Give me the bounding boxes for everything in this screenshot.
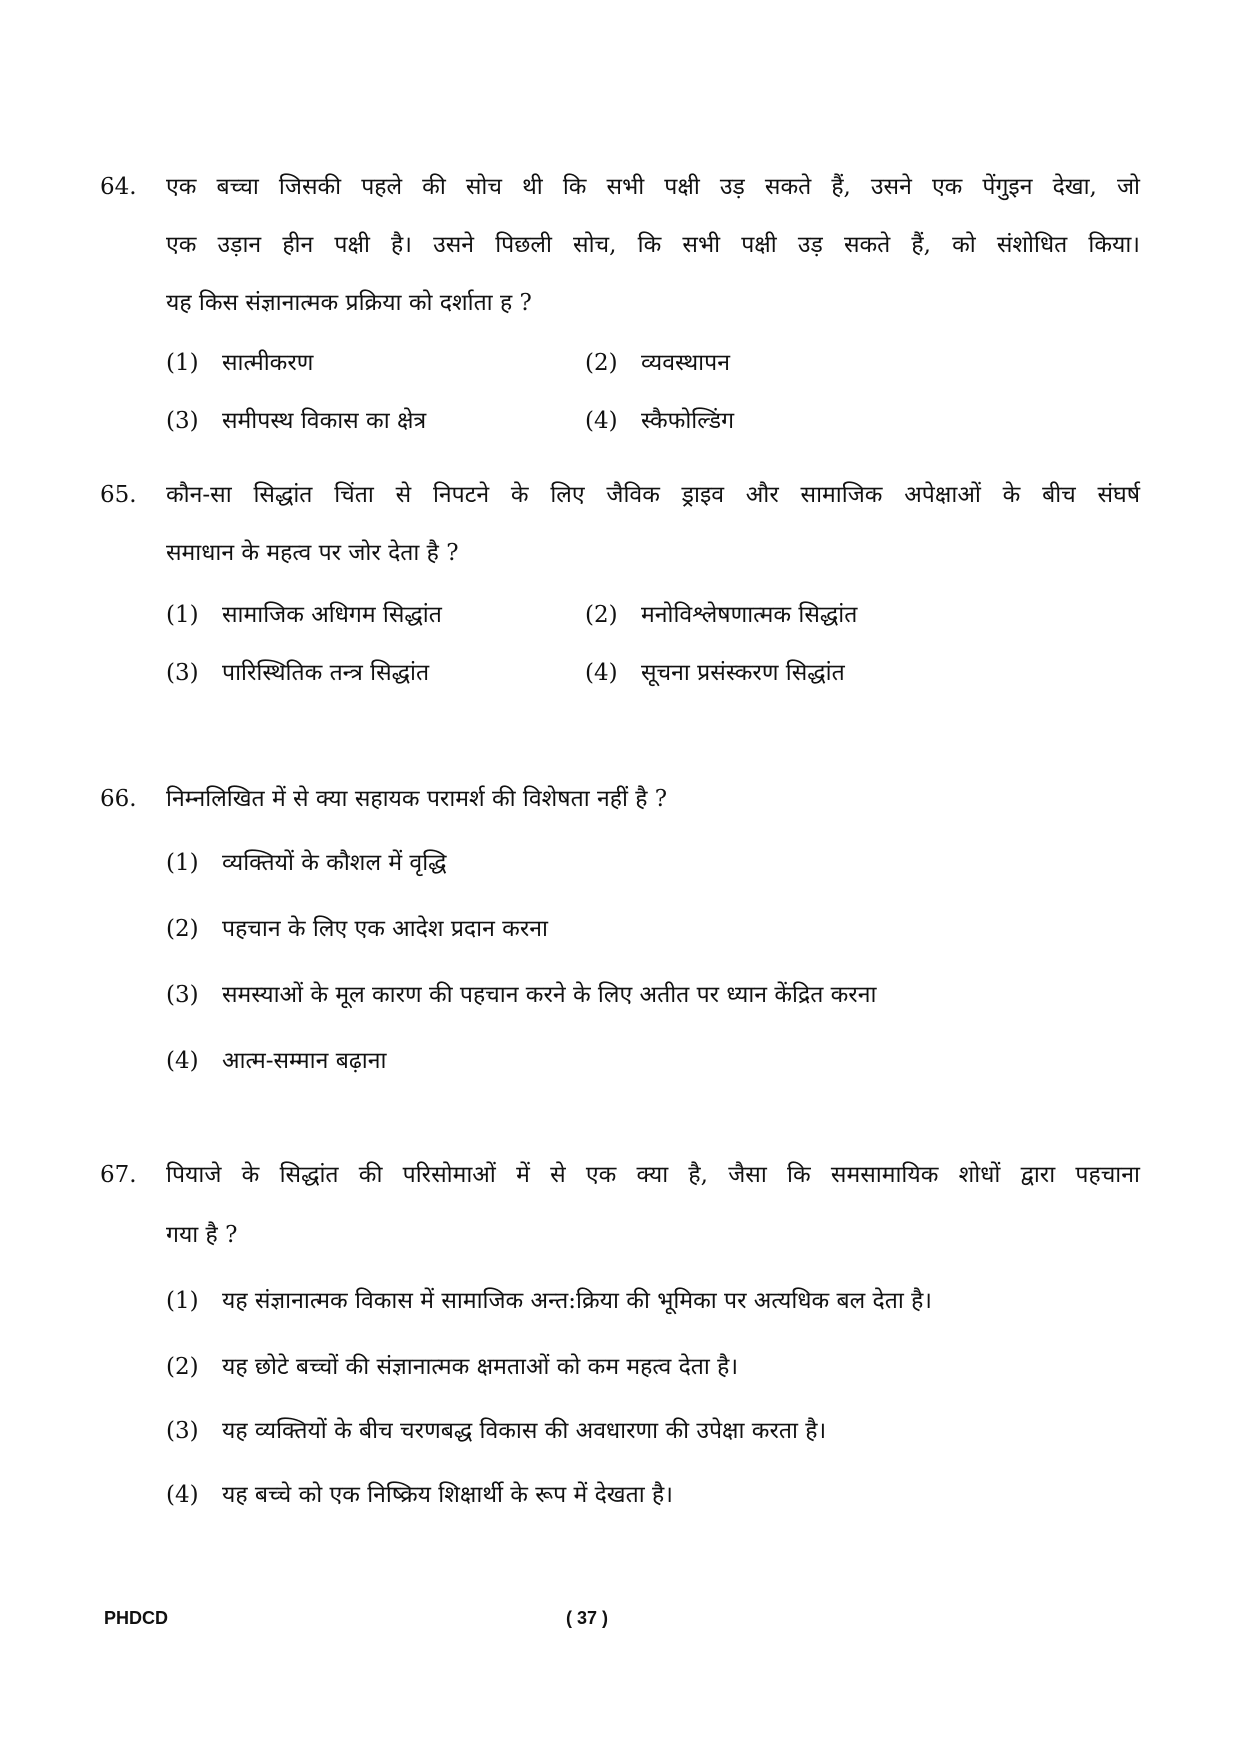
option-number: (1) <box>166 350 199 376</box>
option-1 <box>166 348 313 378</box>
option-4 <box>166 1480 673 1510</box>
question-text-line: एक बच्चा जिसकी पहले की सोच थी कि सभी पक्षी उड़ सकते हैं, उसने एक पेंगुइन देखा, जो <box>166 174 1140 200</box>
option-1 <box>166 848 447 878</box>
question-number: 67. <box>100 1162 137 1188</box>
option-number: (3) <box>166 408 199 434</box>
option-number: (3) <box>166 1418 199 1444</box>
option-text: स्कैफोल्डिंग <box>641 408 735 434</box>
option-text: समीपस्थ विकास का क्षेत्र <box>222 408 427 434</box>
page-number: ( 37 ) <box>566 1608 609 1628</box>
question-text-line: समाधान के महत्व पर जोर देता है ? <box>166 540 459 566</box>
option-text: मनोविश्लेषणात्मक सिद्धांत <box>641 602 858 628</box>
option-text: यह व्यक्तियों के बीच चरणबद्ध विकास की अवधारणा की उपेक्षा करता है। <box>222 1418 827 1444</box>
option-1 <box>166 1286 932 1316</box>
option-text: व्यक्तियों के कौशल में वृद्धि <box>222 850 447 876</box>
option-3 <box>166 658 429 688</box>
question-number: 66. <box>100 786 137 812</box>
option-number: (4) <box>585 660 618 686</box>
option-text: सात्मीकरण <box>222 350 314 376</box>
option-4 <box>585 406 734 436</box>
option-number: (1) <box>166 602 199 628</box>
option-2 <box>585 600 857 630</box>
option-2 <box>166 1352 738 1382</box>
option-1 <box>166 600 442 630</box>
question-text-line: यह किस संज्ञानात्मक प्रक्रिया को दर्शाता ह ? <box>166 290 532 316</box>
option-text: यह संज्ञानात्मक विकास में सामाजिक अन्त:क्रिया की भूमिका पर अत्यधिक बल देता है। <box>222 1288 933 1314</box>
option-number: (4) <box>166 1048 199 1074</box>
option-text: पहचान के लिए एक आदेश प्रदान करना <box>222 916 548 942</box>
option-number: (1) <box>166 850 199 876</box>
question-text-line: कौन-सा सिद्धांत चिंता से निपटने के लिए जैविक ड्राइव और सामाजिक अपेक्षाओं के बीच संघर्ष <box>166 482 1140 508</box>
option-text: यह बच्चे को एक निष्क्रिय शिक्षार्थी के रूप में देखता है। <box>222 1482 673 1508</box>
option-2 <box>166 914 548 944</box>
option-number: (3) <box>166 660 199 686</box>
option-number: (2) <box>585 350 618 376</box>
question-number: 65. <box>100 482 137 508</box>
option-text: सामाजिक अधिगम सिद्धांत <box>222 602 442 628</box>
option-text: पारिस्थितिक तन्त्र सिद्धांत <box>222 660 430 686</box>
option-2 <box>585 348 730 378</box>
option-number: (2) <box>166 916 199 942</box>
option-number: (4) <box>166 1482 199 1508</box>
question-text-line: एक उड़ान हीन पक्षी है। उसने पिछली सोच, कि सभी पक्षी उड़ सकते हैं, को संशोधित किया। <box>166 232 1140 258</box>
option-4 <box>166 1046 386 1076</box>
option-text: समस्याओं के मूल कारण की पहचान करने के लिए अतीत पर ध्यान केंद्रित करना <box>222 982 877 1008</box>
option-number: (1) <box>166 1288 199 1314</box>
option-text: यह छोटे बच्चों की संज्ञानात्मक क्षमताओं को कम महत्व देता है। <box>222 1354 739 1380</box>
option-number: (3) <box>166 982 199 1008</box>
option-number: (4) <box>585 408 618 434</box>
question-number: 64. <box>100 174 137 200</box>
question-text-line: गया है ? <box>166 1222 238 1248</box>
paper-code: PHDCD <box>104 1608 169 1628</box>
option-3 <box>166 406 426 436</box>
option-number: (2) <box>166 1354 199 1380</box>
question-text-line: पियाजे के सिद्धांत की परिसोमाओं में से एक क्या है, जैसा कि समसामायिक शोधों द्वारा पहचाना <box>166 1162 1140 1188</box>
option-text: आत्म-सम्मान बढ़ाना <box>222 1048 387 1074</box>
option-text: व्यवस्थापन <box>641 350 730 376</box>
option-4 <box>585 658 845 688</box>
question-text-line: निम्नलिखित में से क्या सहायक परामर्श की विशेषता नहीं है ? <box>166 786 668 812</box>
option-number: (2) <box>585 602 618 628</box>
option-3 <box>166 980 876 1010</box>
option-text: सूचना प्रसंस्करण सिद्धांत <box>641 660 845 686</box>
option-3 <box>166 1416 826 1446</box>
